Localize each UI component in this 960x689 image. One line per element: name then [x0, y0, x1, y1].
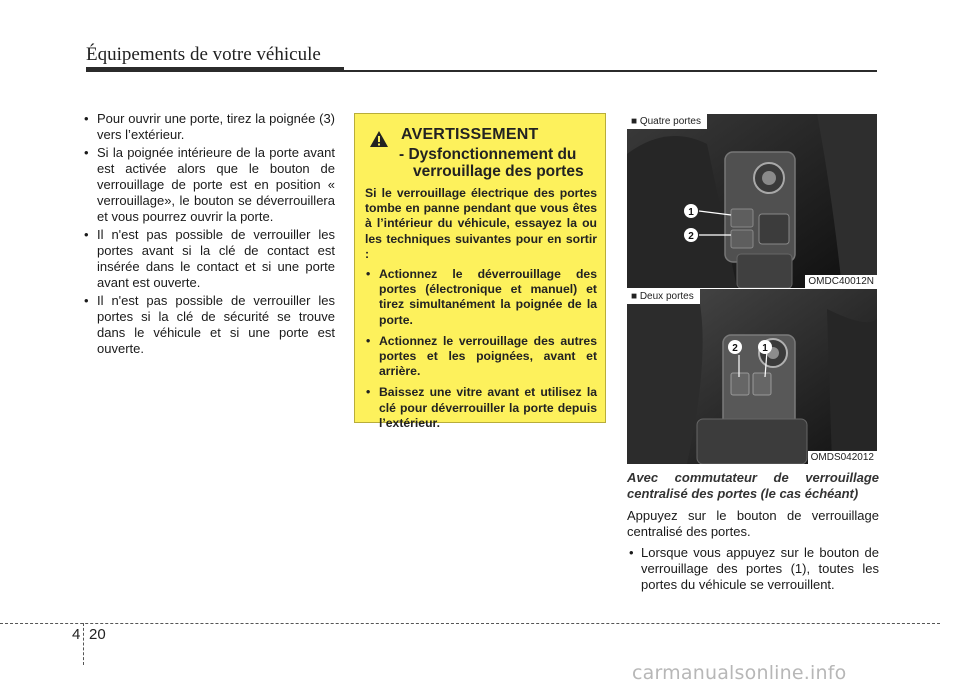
left-bullet-list	[80, 111, 335, 357]
watermark: carmanualsonline.info	[632, 662, 847, 684]
list-item: • Si la poignée intérieure de la porte avant est activée alors que le bouton de verrouillage de porte est en position « verrouillage», le bouton se déverrouillera et vous pourrez ouvrir la porte.	[80, 145, 335, 225]
warning-box	[354, 113, 606, 430]
list-item: • Lorsque vous appuyez sur le bouton de verrouillage des portes (1), toutes les portes du véhicule se verrouillent.	[627, 545, 879, 593]
right-bullet-list	[627, 545, 879, 593]
list-item: • Il n'est pas possible de verrouiller les portes avant si la clé de contact est insérée dans le contact et si une porte avant est ouverte.	[80, 227, 335, 291]
callout-2	[728, 340, 742, 354]
photo-code: OMDC40012N	[805, 275, 877, 288]
warning-list	[365, 267, 597, 431]
header-rule-divider	[344, 70, 877, 72]
photo-four-doors	[627, 114, 877, 288]
list-item: • Actionnez le déverrouillage des portes (électronique et manuel) et tirez simultanément la poignée de la porte.	[365, 267, 597, 328]
footer-divider	[0, 623, 940, 624]
warning-subtitle-line2: verrouillage des portes	[413, 163, 584, 180]
svg-text:2: 2	[688, 231, 694, 242]
callout-1	[684, 204, 698, 218]
photo-code: OMDS042012	[808, 451, 877, 464]
warning-subtitle-line1: - Dysfonctionnement du	[399, 146, 577, 163]
list-item: • Pour ouvrir une porte, tirez la poignée (3) vers l’extérieur.	[80, 111, 335, 143]
warning-triangle-icon	[369, 130, 389, 148]
body-paragraph: Appuyez sur le bouton de verrouillage centralisé des portes.	[627, 508, 879, 539]
svg-text:1: 1	[762, 343, 768, 354]
warning-body	[365, 186, 597, 431]
door-panel-illustration	[627, 289, 877, 464]
svg-text:2: 2	[732, 343, 738, 354]
photo-tag: ■ Quatre portes	[627, 114, 707, 129]
list-item: • Baissez une vitre avant et utilisez la clé pour déverrouiller la porte depuis l’extérieur.	[365, 385, 597, 431]
page-number: 20	[89, 626, 106, 643]
left-column	[80, 111, 335, 359]
warning-intro: Si le verrouillage électrique des portes tombe en panne pendant que vous êtes à l’intérieur du véhicule, essayez la ou les techniques suivantes pour en sortir :	[365, 186, 597, 261]
subsection-heading: Avec commutateur de verrouillage centralisé des portes (le cas échéant)	[627, 470, 879, 501]
door-panel-illustration	[627, 114, 877, 288]
section-title: Équipements de votre véhicule	[86, 44, 321, 65]
photo-tag: ■ Deux portes	[627, 289, 700, 304]
chapter-number: 4	[72, 626, 81, 643]
warning-title: AVERTISSEMENT	[401, 126, 539, 143]
warning-header	[365, 124, 597, 186]
list-item: • Il n'est pas possible de verrouiller les portes si la clé de sécurité se trouve dans le véhicule et si une porte est ouverte.	[80, 293, 335, 357]
right-column	[627, 470, 879, 593]
photo-two-doors	[627, 289, 877, 464]
callout-1	[758, 340, 772, 354]
list-item: • Actionnez le verrouillage des autres portes et les poignées, avant et arrière.	[365, 334, 597, 380]
header-bar-divider	[86, 67, 344, 72]
footer-vertical-divider	[83, 623, 84, 665]
warning-subtitle	[399, 146, 599, 180]
callout-2	[684, 228, 698, 242]
svg-text:1: 1	[688, 207, 694, 218]
